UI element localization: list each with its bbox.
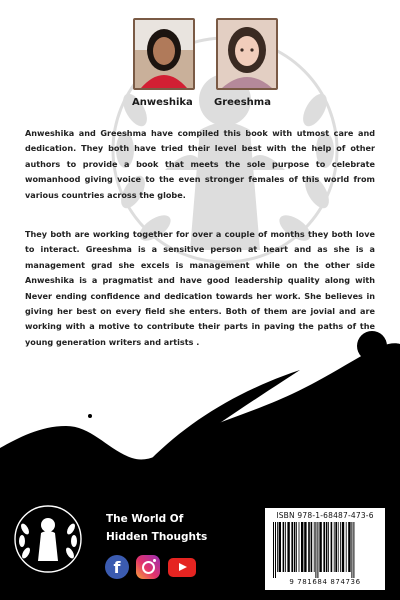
barcode-bar: [338, 522, 339, 572]
blurb-paragraph-2: They both are working together for over a couple of months they both love to interact. Greeshma is a sensitive person at heart and as she is a management grad she excels is management while on the other side Anweshika is a pragmatist and have good leadership quality along with Never ending confidence and dedication towards her work. She believes in giving her best on every field she enters. Both of them are jovial and are working with a motive to contribute their parts in paving the paths of the young generation writers and artists .: [25, 229, 375, 347]
blurb-paragraph-1: Anweshika and Greeshma have compiled this book with utmost care and dedication. They both have tried their level best with the help of other authors to provide a book that meets the sole purpose to celebrate womanhood giving voice to the even stronger females of this world from various countries across the globe.: [25, 128, 375, 200]
publisher-name-line-1: The World Of: [106, 513, 184, 525]
barcode-guard-bar: [275, 522, 276, 578]
instagram-icon[interactable]: [136, 555, 160, 579]
author-photo-greeshma: [216, 18, 278, 90]
barcode-bar: [279, 522, 281, 572]
barcode-guard-bar: [353, 522, 354, 578]
barcode-bar: [323, 522, 325, 572]
barcode-bar: [348, 522, 350, 572]
isbn-barcode: [265, 508, 385, 590]
barcode-bar: [283, 522, 285, 572]
barcode-guard-bar: [315, 522, 316, 578]
barcode-bar: [335, 522, 337, 572]
barcode-bar: [328, 522, 329, 572]
barcode-bar: [314, 522, 315, 572]
barcode-bar: [291, 522, 293, 572]
barcode-bar: [301, 522, 303, 572]
barcode-bar: [304, 522, 306, 572]
author-name-right: Greeshma: [214, 97, 271, 108]
barcode-guard-bar: [273, 522, 274, 578]
barcode-bar: [326, 522, 328, 572]
barcode-digits: 9 781684 874736: [289, 578, 361, 586]
facebook-icon[interactable]: f: [105, 555, 129, 579]
barcode-bar: [346, 522, 347, 572]
publisher-name-line-2: Hidden Thoughts: [106, 531, 208, 543]
publisher-logo-emblem: [12, 503, 84, 575]
author-photo-anweshika: [133, 18, 195, 90]
author-name-left: Anweshika: [132, 97, 193, 108]
barcode-bar: [296, 522, 297, 572]
barcode-bar: [311, 522, 313, 572]
isbn-label: ISBN 978-1-68487-473-6: [276, 511, 374, 520]
barcode-bar: [294, 522, 296, 572]
barcode-guard-bar: [317, 522, 318, 578]
barcode-bar: [285, 522, 286, 572]
barcode-bar: [277, 522, 278, 572]
barcode-bar: [299, 522, 300, 572]
barcode-bar: [342, 522, 344, 572]
barcode-bars: [271, 522, 379, 578]
barcode-bar: [319, 522, 321, 572]
portrait-greeshma: [218, 20, 276, 88]
portrait-anweshika: [135, 20, 193, 88]
barcode-bar: [308, 522, 310, 572]
barcode-bar: [331, 522, 333, 572]
barcode-guard-bar: [351, 522, 352, 578]
barcode-bar: [340, 522, 341, 572]
barcode-bar: [334, 522, 335, 572]
barcode-bar: [287, 522, 289, 572]
youtube-icon[interactable]: [168, 558, 196, 577]
